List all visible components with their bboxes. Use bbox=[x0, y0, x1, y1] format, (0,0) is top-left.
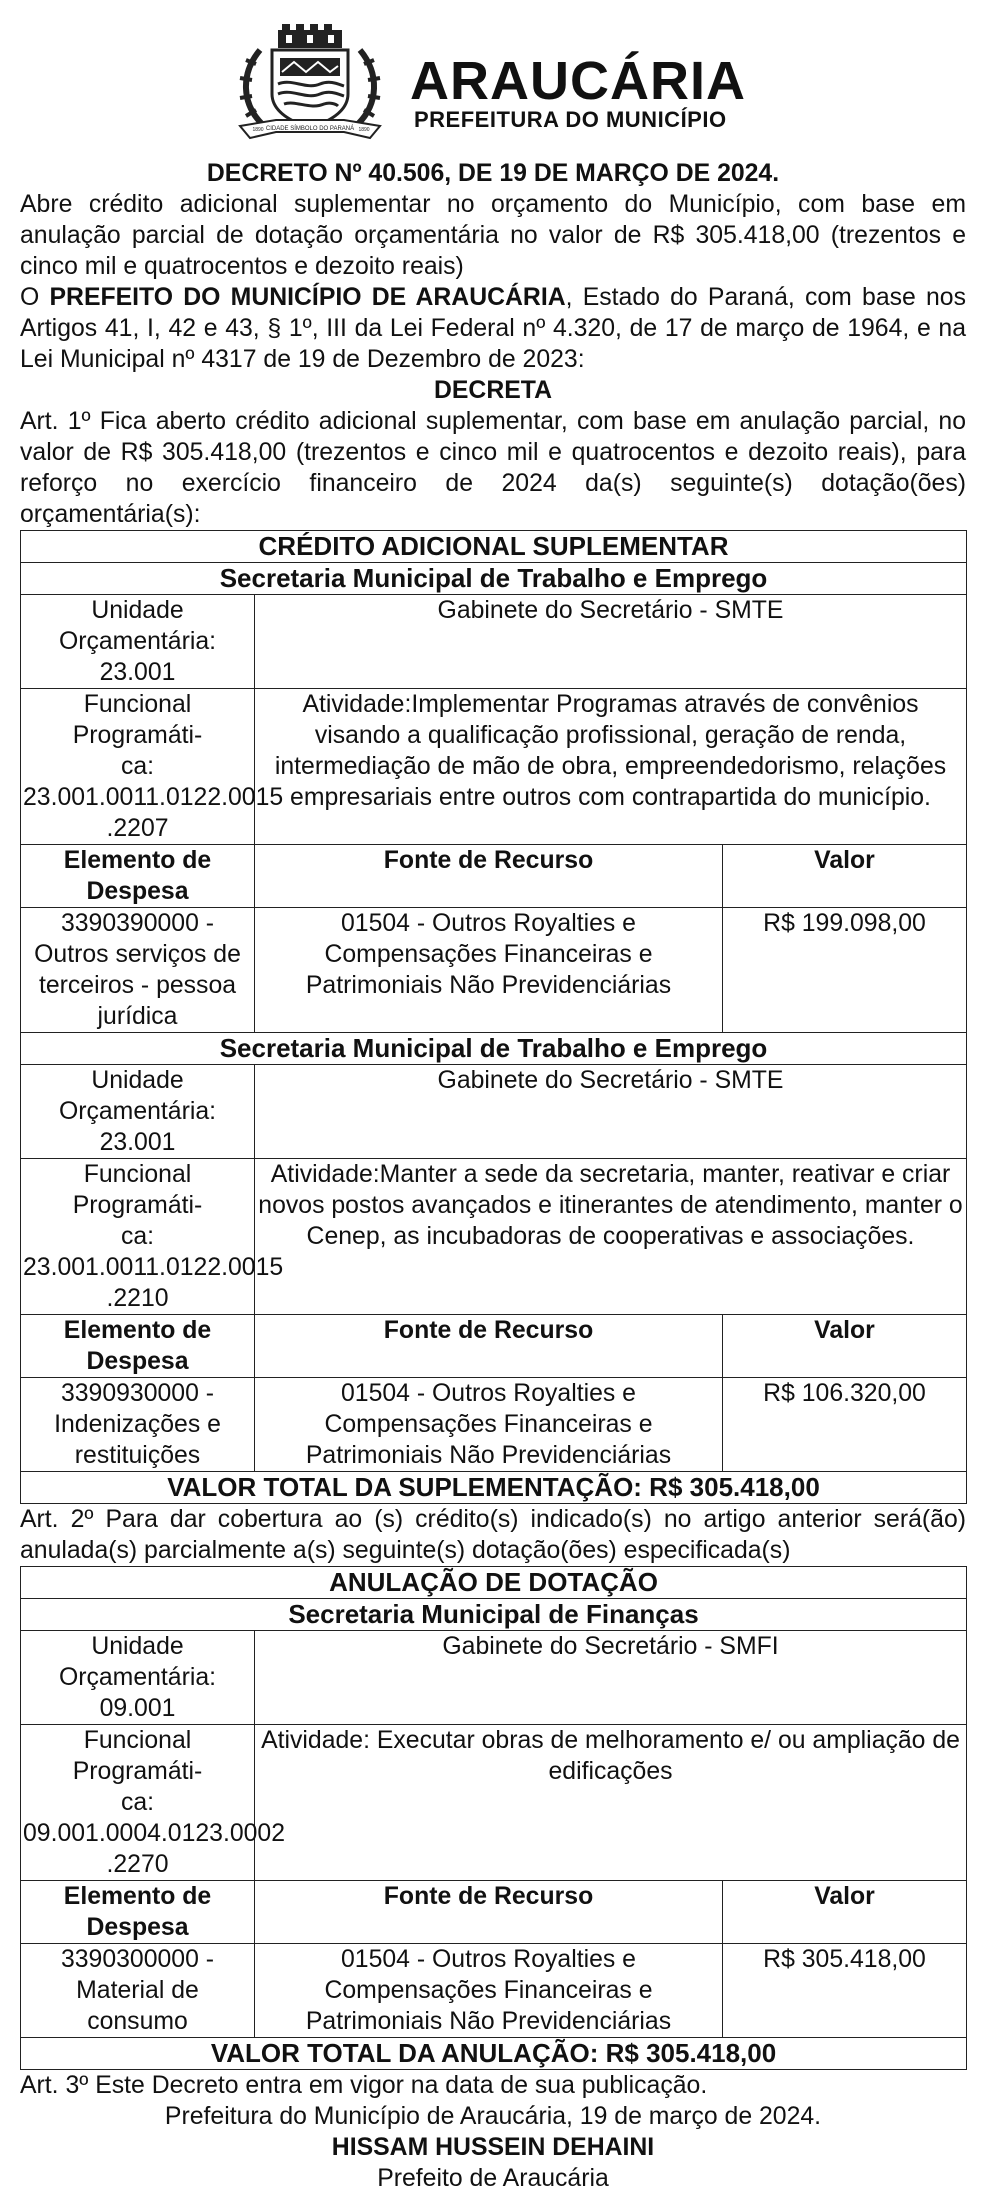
signer-role: Prefeito de Araucária bbox=[377, 2165, 609, 2192]
city-name: ARAUCÁRIA bbox=[410, 51, 746, 111]
annulment-heading: ANULAÇÃO DE DOTAÇÃO bbox=[21, 1567, 967, 1599]
unidade-desc: Gabinete do Secretário - SMTE bbox=[255, 1065, 967, 1159]
decree-body bbox=[20, 158, 966, 2194]
mayor-title: PREFEITO DO MUNICÍPIO DE ARAUCÁRIA bbox=[49, 284, 566, 311]
city-subtitle: PREFEITURA DO MUNICÍPIO bbox=[414, 107, 727, 132]
unidade-cell: Unidade Orçamentária: 09.001 bbox=[21, 1631, 255, 1725]
atividade-desc: Atividade:Implementar Programas através de convênios visando a qualificação profissional, geração de renda, intermediação de mão de obra, empreendedorismo, relações empresariais entre outros com contrapartida do município. bbox=[255, 689, 967, 845]
valor-value: R$ 305.418,00 bbox=[723, 1944, 967, 2038]
elemento-value: 3390390000 - Outros serviços de terceiros - pessoa jurídica bbox=[21, 908, 255, 1033]
col-fonte: Fonte de Recurso bbox=[255, 1315, 723, 1378]
funcional-cell: Funcional Programáti- ca: 23.001.0011.0122.0015 .2207 bbox=[21, 689, 255, 845]
col-valor: Valor bbox=[723, 1315, 967, 1378]
signer-name: HISSAM HUSSEIN DEHAINI bbox=[331, 2134, 655, 2161]
credit-total: VALOR TOTAL DA SUPLEMENTAÇÃO: R$ 305.418,00 bbox=[21, 1472, 967, 1504]
decree-preamble: O PREFEITO DO MUNICÍPIO DE ARAUCÁRIA, Estado do Paraná, com base nos Artigos 41, I, 42 e 43, § 1º, III da Lei Federal nº 4.320, de 17 de março de 1964, e na Lei Municipal nº 4317 de 19 de Dezembro de 2023: bbox=[20, 284, 966, 373]
svg-text:1890: 1890 bbox=[252, 127, 264, 133]
col-elemento: Elemento de Despesa bbox=[21, 1315, 255, 1378]
brand bbox=[410, 51, 746, 132]
unidade-cell: Unidade Orçamentária: 23.001 bbox=[21, 1065, 255, 1159]
funcional-cell: Funcional Programáti- ca: 09.001.0004.0123.0002 .2270 bbox=[21, 1725, 255, 1881]
article-3: Art. 3º Este Decreto entra em vigor na data de sua publicação. bbox=[20, 2072, 708, 2099]
fonte-value: 01504 - Outros Royalties e Compensações Financeiras e Patrimoniais Não Previdenciárias bbox=[255, 908, 723, 1033]
place-date: Prefeitura do Município de Araucária, 19 de março de 2024. bbox=[164, 2103, 822, 2130]
credit-heading: CRÉDITO ADICIONAL SUPLEMENTAR bbox=[21, 531, 967, 563]
decree-title: DECRETO Nº 40.506, DE 19 DE MARÇO DE 2024. bbox=[206, 160, 780, 187]
article-1: Art. 1º Fica aberto crédito adicional suplementar, com base em anulação parcial, no valor de R$ 305.418,00 (trezentos e cinco mil e quatrocentos e dezoito reais), para reforço no exercício financeiro de 2024 da(s) seguinte(s) dotação(ões) orçamentária(s): bbox=[20, 408, 966, 528]
atividade-desc: Atividade: Executar obras de melhoramento e/ ou ampliação de edificações bbox=[255, 1725, 967, 1881]
decreta-heading: DECRETA bbox=[433, 377, 552, 404]
annulment-total: VALOR TOTAL DA ANULAÇÃO: R$ 305.418,00 bbox=[21, 2038, 967, 2070]
elemento-value: 3390300000 - Material de consumo bbox=[21, 1944, 255, 2038]
unidade-desc: Gabinete do Secretário - SMFI bbox=[255, 1631, 967, 1725]
valor-value: R$ 199.098,00 bbox=[723, 908, 967, 1033]
article-2: Art. 2º Para dar cobertura ao (s) crédito(s) indicado(s) no artigo anterior será(ão) anulada(s) parcialmente a(s) seguinte(s) dotação(ões) especificada(s) bbox=[20, 1506, 966, 1564]
col-valor: Valor bbox=[723, 845, 967, 908]
decree-ementa: Abre crédito adicional suplementar no orçamento do Município, com base em anulação parcial de dotação orçamentária no valor de R$ 305.418,00 (trezentos e cinco mil e quatrocentos e dezoito reais) bbox=[20, 191, 966, 280]
unidade-desc: Gabinete do Secretário - SMTE bbox=[255, 595, 967, 689]
svg-text:CIDADE SÍMBOLO DO PARANÁ: CIDADE SÍMBOLO DO PARANÁ bbox=[265, 126, 355, 132]
col-fonte: Fonte de Recurso bbox=[255, 1881, 723, 1944]
funcional-cell: Funcional Programáti- ca: 23.001.0011.0122.0015 .2210 bbox=[21, 1159, 255, 1315]
unidade-cell: Unidade Orçamentária: 23.001 bbox=[21, 595, 255, 689]
credit-table bbox=[20, 530, 967, 1504]
annulment-table bbox=[20, 1566, 967, 2070]
fonte-value: 01504 - Outros Royalties e Compensações Financeiras e Patrimoniais Não Previdenciárias bbox=[255, 1944, 723, 2038]
secretaria-heading: Secretaria Municipal de Trabalho e Emprego bbox=[21, 563, 967, 595]
col-elemento: Elemento de Despesa bbox=[21, 845, 255, 908]
col-valor: Valor bbox=[723, 1881, 967, 1944]
secretaria-heading: Secretaria Municipal de Trabalho e Emprego bbox=[21, 1033, 967, 1065]
signature-block bbox=[20, 2101, 966, 2194]
header bbox=[220, 24, 780, 144]
col-elemento: Elemento de Despesa bbox=[21, 1881, 255, 1944]
fonte-value: 01504 - Outros Royalties e Compensações Financeiras e Patrimoniais Não Previdenciárias bbox=[255, 1378, 723, 1472]
valor-value: R$ 106.320,00 bbox=[723, 1378, 967, 1472]
elemento-value: 3390930000 - Indenizações e restituições bbox=[21, 1378, 255, 1472]
secretaria-heading: Secretaria Municipal de Finanças bbox=[21, 1599, 967, 1631]
col-fonte: Fonte de Recurso bbox=[255, 845, 723, 908]
atividade-desc: Atividade:Manter a sede da secretaria, manter, reativar e criar novos postos avançados e itinerantes de atendimento, manter o Cenep, as incubadoras de cooperativas e associações. bbox=[255, 1159, 967, 1315]
coat-of-arms-icon bbox=[220, 24, 400, 144]
svg-text:1890: 1890 bbox=[358, 127, 370, 133]
